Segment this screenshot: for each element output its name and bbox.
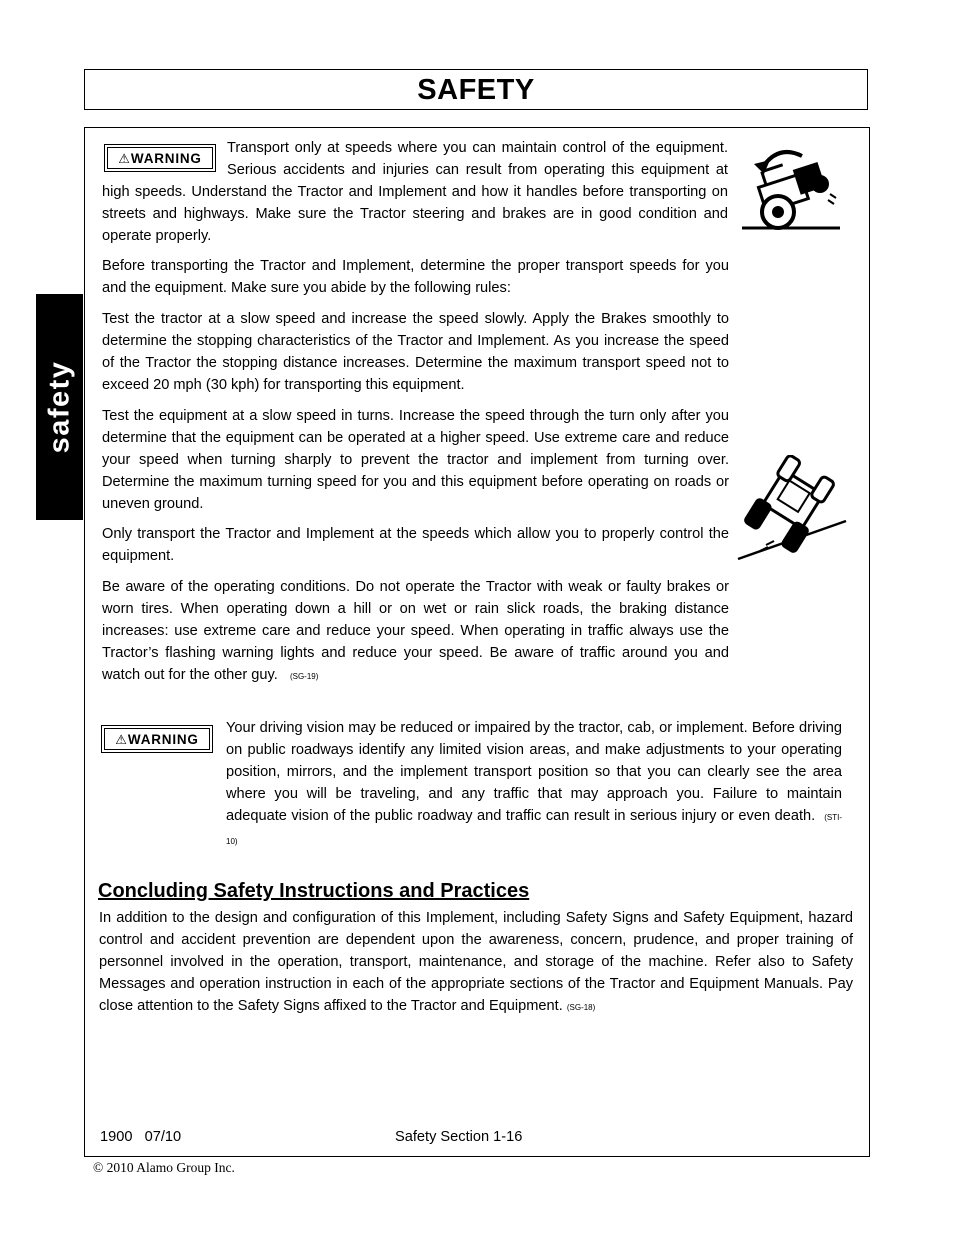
paragraph-before-transport: Before transporting the Tractor and Implement, determine the proper transport speeds for you and the equipment. Make sure you abide by the following rules: bbox=[102, 258, 729, 296]
paragraph-concluding: In addition to the design and configuration of this Implement, including Safety Signs and Safety Equipment, hazard control and accident prevention are dependent upon the awareness, concern, prudence, and proper training of personnel involved in the operation, transport, maintenance, and storage of the machine. Refer also to Safety Messages and operation instruction in each of the appropriate sections of the Tractor and Equipment Manuals. Pay close attention to the Safety Signs affixed to the Tractor and Equipment. (SG-18) bbox=[99, 910, 853, 1014]
warning-triangle-icon: ⚠ bbox=[115, 731, 127, 747]
paragraph-operating-conditions: Be aware of the operating conditions. Do not operate the Tractor with weak or faulty brakes or worn tires. When operating down a hill or on wet or rain slick roads, the braking distance increases: use extreme care and reduce your speed. When operating in traffic always use the Tractor’s flashing warning lights and reduce your speed. Be aware of traffic around you and watch out for the other guy. (SG-19) bbox=[102, 579, 729, 683]
warning-label-2: ⚠ WARNING bbox=[101, 725, 213, 753]
tractor-tipping-icon bbox=[740, 142, 842, 232]
reference-code: (STI-10) bbox=[226, 813, 842, 846]
warning-triangle-icon: ⚠ bbox=[118, 150, 130, 166]
tractor-rollover-slope-icon bbox=[736, 455, 848, 561]
side-tab-label: safety bbox=[43, 360, 75, 454]
copyright-notice: © 2010 Alamo Group Inc. bbox=[93, 1160, 235, 1175]
reference-code: (SG-18) bbox=[566, 1003, 596, 1012]
section-heading: Concluding Safety Instructions and Practices bbox=[98, 880, 530, 902]
paragraph-test-slow-speed: Test the tractor at a slow speed and increase the speed slowly. Apply the Brakes smoothly to determine the stopping characteristics of the Tractor and Implement. As you increase the speed of the Tractor the stopping distance increases. Determine the maximum transport speed not to exceed 20 mph (30 kph) for transporting this equipment. bbox=[102, 311, 729, 393]
page-title: SAFETY bbox=[417, 74, 535, 106]
reference-code: (SG-19) bbox=[289, 672, 319, 681]
footer-section-page: Safety Section 1-16 bbox=[395, 1129, 523, 1145]
paragraph-driving-vision: Your driving vision may be reduced or impaired by the tractor, cab, or implement. Before driving on public roadways identify any limited vision areas, and make adjustments to your operating position, mirrors, and the implement transport position so that you can clearly see the area where you will be traveling, and any traffic that may approach you. Failure to maintain adequate vision of the public roadway and traffic can result in serious injury or even death. (STI-10) bbox=[226, 720, 842, 846]
footer-doc-number: 1900 07/10 bbox=[100, 1129, 182, 1145]
page-header bbox=[84, 69, 868, 110]
paragraph-test-turns: Test the equipment at a slow speed in turns. Increase the speed through the turn only after you determine that the equipment can be operated at a higher speed. Use extreme care and reduce your speed when turning sharply to prevent the tractor and implement from turning over. Determine the maximum turning speed for you and this equipment before operating on roads or uneven ground. bbox=[102, 408, 729, 512]
side-tab bbox=[36, 294, 83, 520]
warning-label-1: ⚠ WARNING bbox=[104, 144, 216, 172]
paragraph-transport-speed: Transport only at speeds where you can maintain control of the equipment. Serious accidents and injuries can result from operating this equipment at high speeds. Understand the Tractor and Implement and how it handles before transporting on streets and highways. Make sure the Tractor steering and brakes are in good condition and operate properly. bbox=[102, 140, 728, 244]
paragraph-only-transport: Only transport the Tractor and Implement at the speeds which allow you to properly control the equipment. bbox=[102, 526, 729, 564]
